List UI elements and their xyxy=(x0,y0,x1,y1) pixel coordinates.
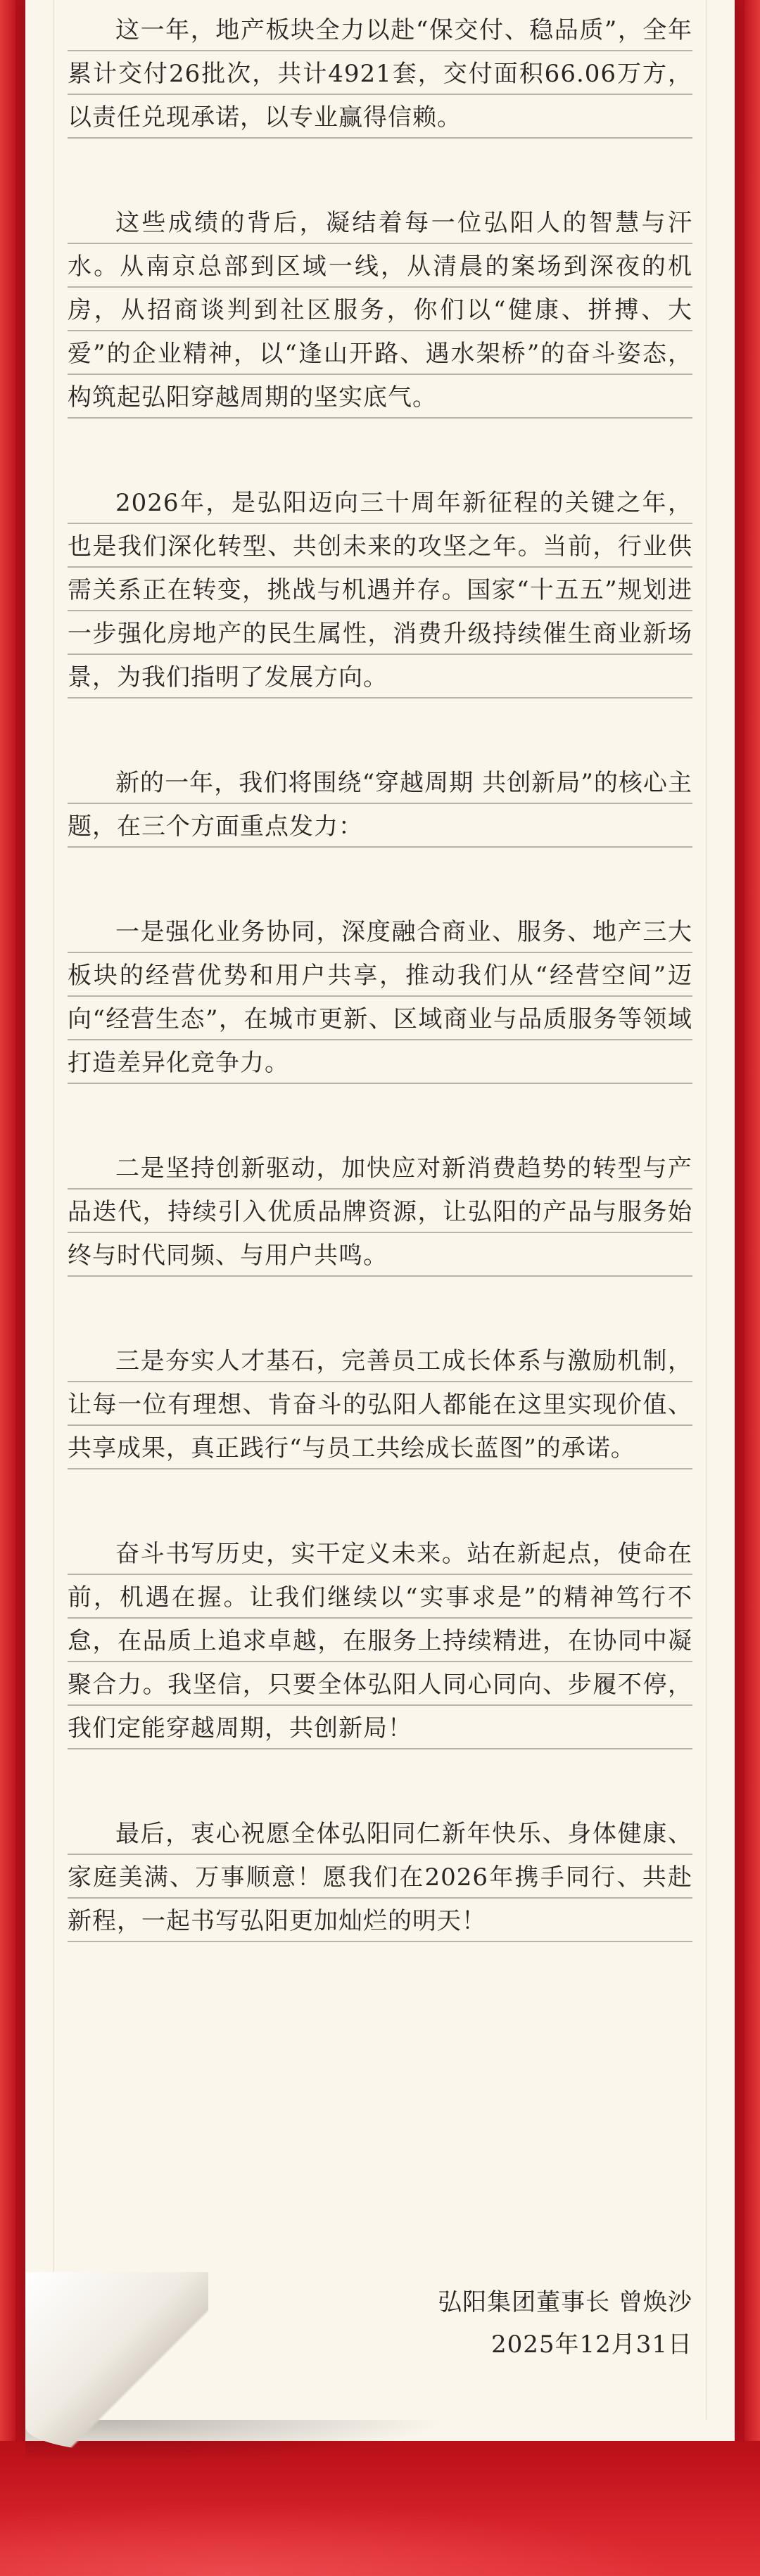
page-curl-corner xyxy=(25,2272,208,2455)
paragraph-text: 这一年，地产板块全力以赴“保交付、稳品质”，全年累计交付26批次，共计4921套，交付面积66.06万方，以责任兑现承诺，以专业赢得信赖。 xyxy=(68,8,692,139)
frame-left-edge xyxy=(0,0,15,2576)
paragraph-text: 三是夯实人才基石，完善员工成长体系与激励机制，让每一位有理想、肯奋斗的弘阳人都能在这里实现价值、共享成果，真正践行“与员工共绘成长蓝图”的承诺。 xyxy=(68,1339,692,1470)
paragraph-text: 一是强化业务协同，深度融合商业、服务、地产三大板块的经营优势和用户共享，推动我们从“经营空间”迈向“经营生态”，在城市更新、区域商业与品质服务等领域打造差异化竞争力。 xyxy=(68,910,692,1085)
signature-date: 2025年12月31日 xyxy=(490,2330,692,2359)
paragraph-text: 奋斗书写历史，实干定义未来。站在新起点，使命在前，机遇在握。让我们继续以“实事求是”的精神笃行不怠，在品质上追求卓越，在服务上持续精进，在协同中凝聚合力。我坚信，只要全体弘阳人同心同向、步履不停，我们定能穿越周期，共创新局！ xyxy=(68,1532,692,1750)
paragraph-delivery xyxy=(68,8,692,139)
paragraph-wishes xyxy=(68,1812,692,1943)
paragraph-point-three xyxy=(68,1339,692,1470)
paragraph-achievements xyxy=(68,201,692,419)
paragraph-text: 这些成绩的背后，凝结着每一位弘阳人的智慧与汗水。从南京总部到区域一线，从清晨的案场到深夜的机房，从招商谈判到社区服务，你们以“健康、拼搏、大爱”的企业精神，以“逢山开路、遇水架桥”的奋斗姿态，构筑起弘阳穿越周期的坚实底气。 xyxy=(68,201,692,419)
paragraph-text: 二是坚持创新驱动，加快应对新消费趋势的转型与产品迭代，持续引入优质品牌资源，让弘阳的产品与服务始终与时代同频、与用户共鸣。 xyxy=(68,1147,692,1277)
signature-block xyxy=(438,2281,692,2366)
paragraph-text: 新的一年，我们将围绕“穿越周期 共创新局”的核心主题，在三个方面重点发力： xyxy=(68,761,692,848)
paragraph-text: 最后，衷心祝愿全体弘阳同仁新年快乐、身体健康、家庭美满、万事顺意！愿我们在2026年携手同行、共赴新程，一起书写弘阳更加灿烂的明天！ xyxy=(68,1812,692,1943)
letter-body xyxy=(68,8,692,2005)
frame-right-edge xyxy=(745,0,760,2576)
paragraph-2026 xyxy=(68,481,692,699)
paragraph-text: 2026年，是弘阳迈向三十周年新征程的关键之年，也是我们深化转型、共创未来的攻坚之年。当前，行业供需关系正在转变，挑战与机遇并存。国家“十五五”规划进一步强化房地产的民生属性，消费升级持续催生商业新场景，为我们指明了发展方向。 xyxy=(68,481,692,699)
bottom-decorative-wave xyxy=(0,2490,760,2576)
paragraph-point-two xyxy=(68,1147,692,1277)
paragraph-theme xyxy=(68,761,692,848)
signature-name: 弘阳集团董事长 曾焕沙 xyxy=(438,2288,692,2316)
paragraph-point-one xyxy=(68,910,692,1085)
paragraph-future xyxy=(68,1532,692,1750)
